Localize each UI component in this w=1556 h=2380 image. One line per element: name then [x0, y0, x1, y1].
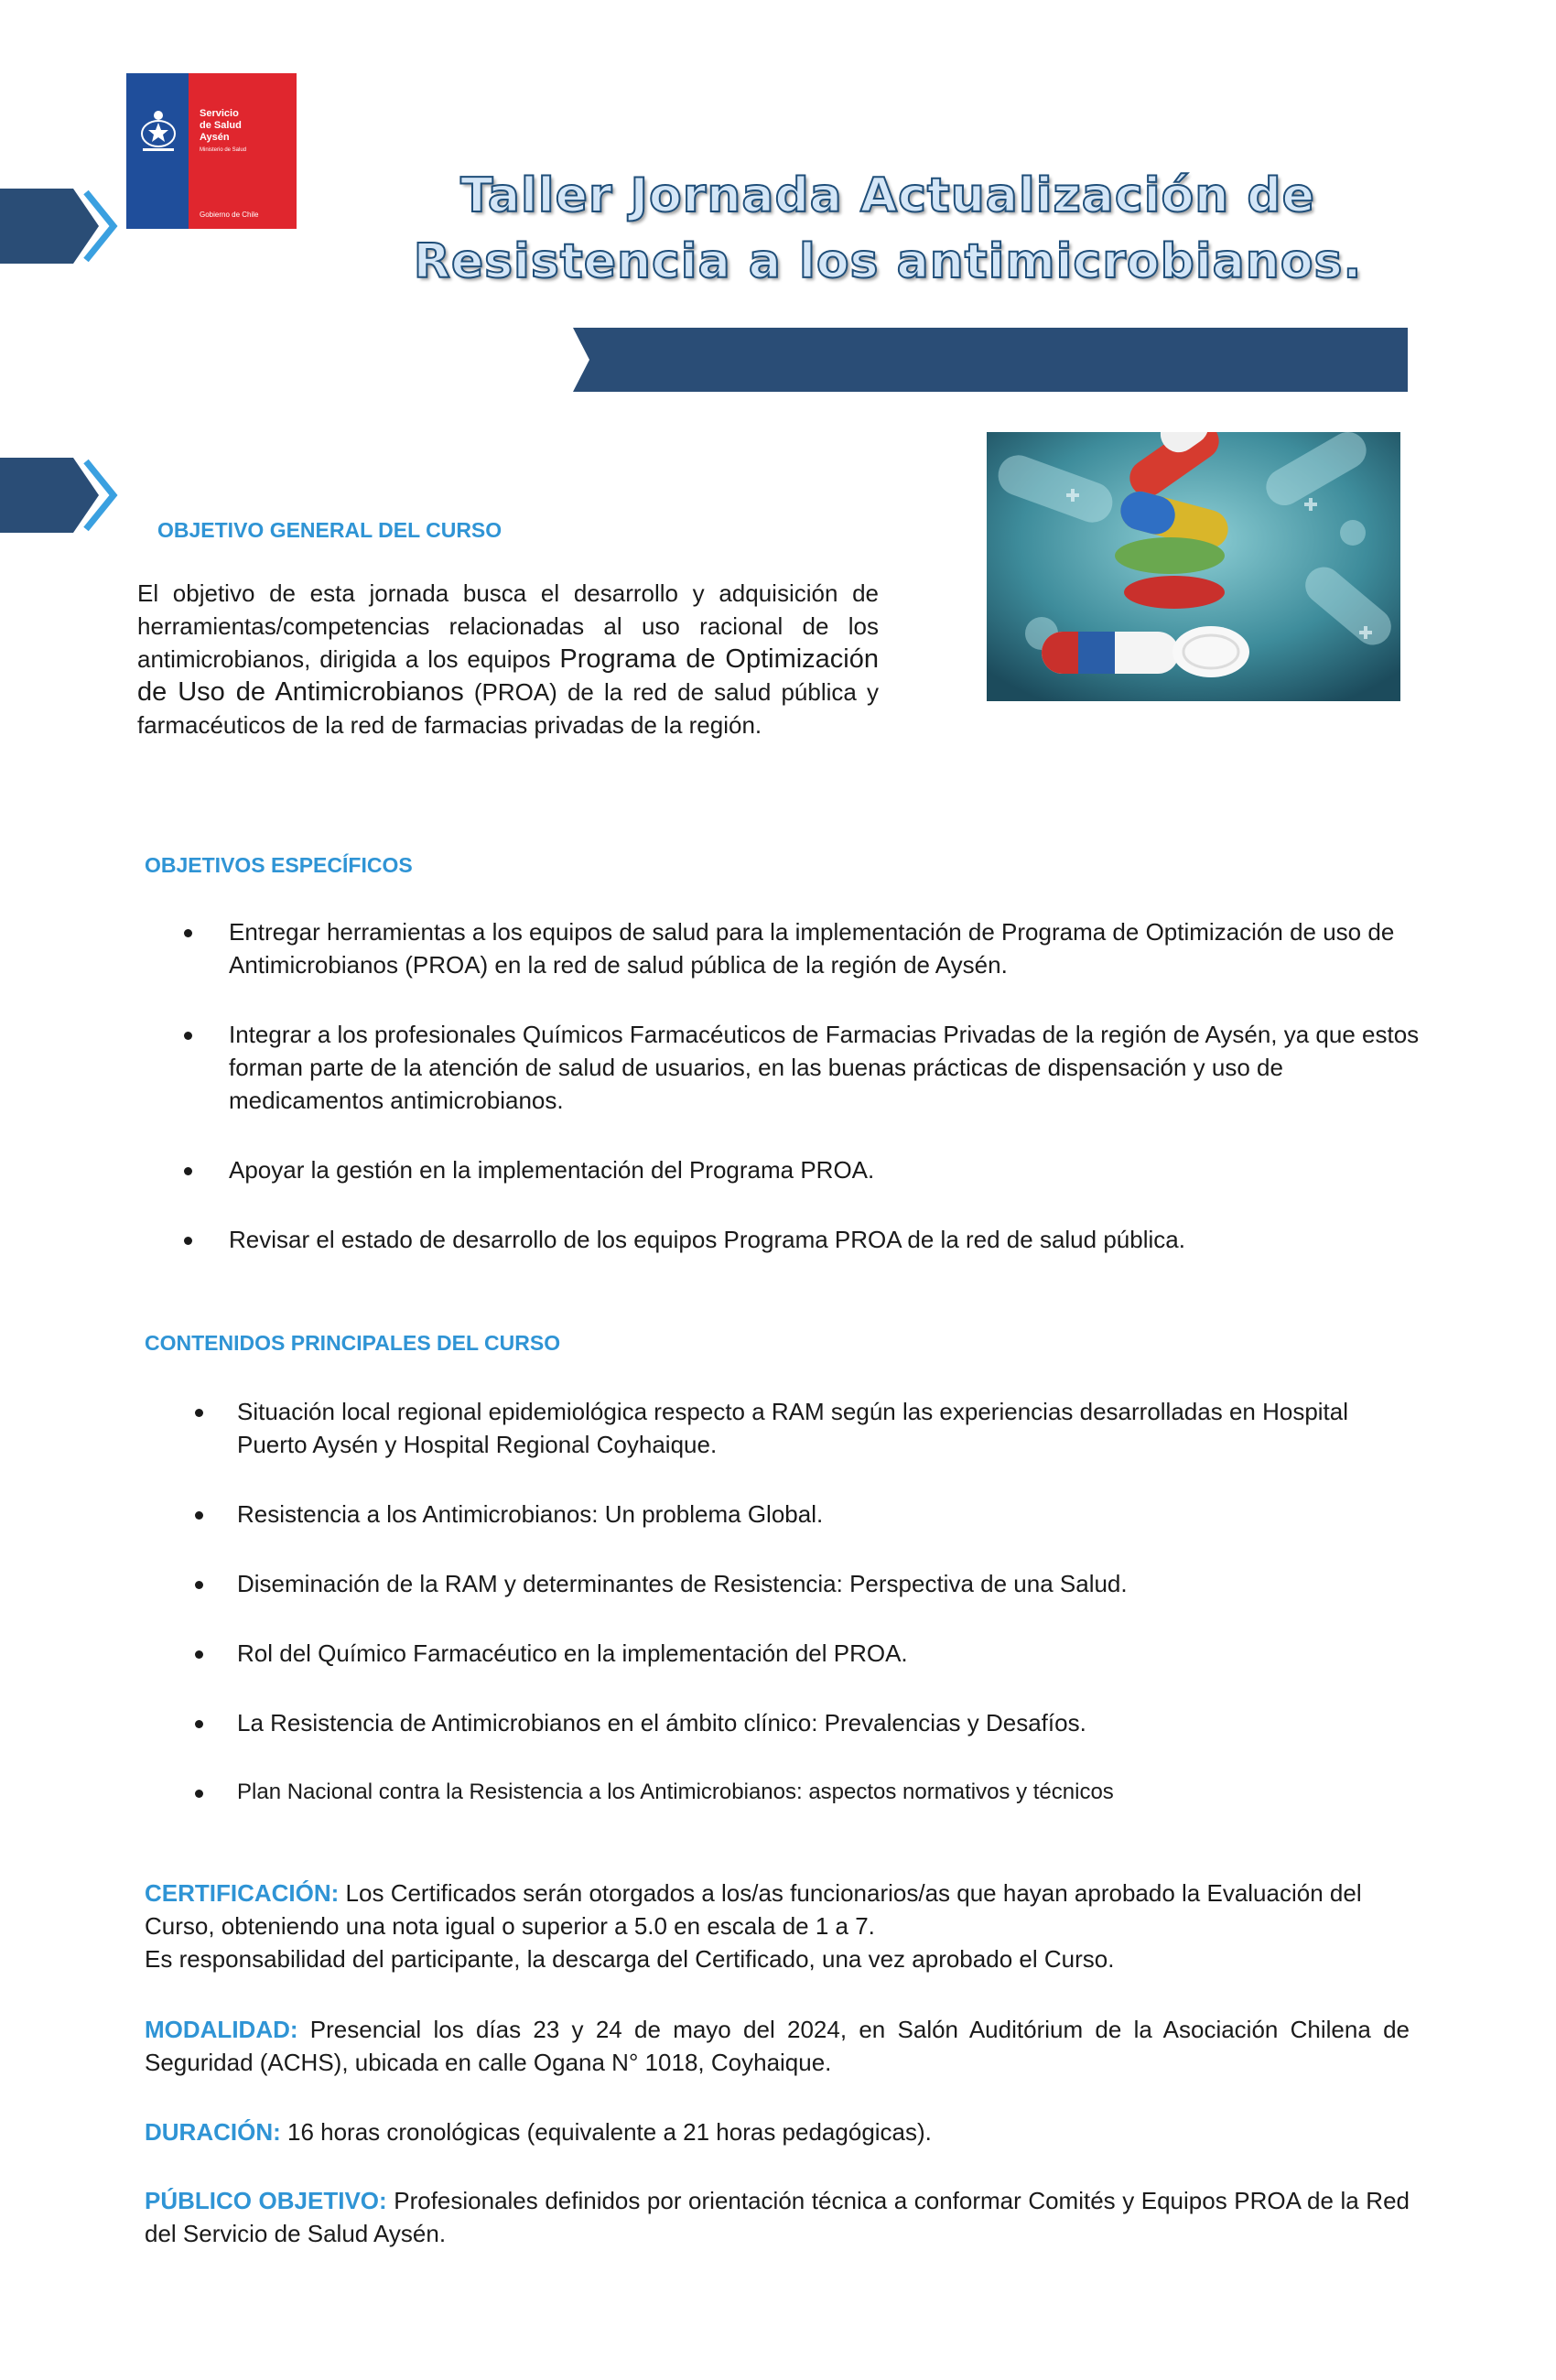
list-item: Entregar herramientas a los equipos de salud para la implementación de Programa de Optimización de uso de Antimicrobianos (PROA) en la red de salud pública de la región de Aysén.	[229, 915, 1424, 981]
certificacion-label: CERTIFICACIÓN:	[145, 1879, 340, 1907]
section-heading-objetivo-general: OBJETIVO GENERAL DEL CURSO	[157, 518, 502, 542]
bullet-icon	[184, 1237, 192, 1245]
list-item: La Resistencia de Antimicrobianos en el ámbito clínico: Prevalencias y Desafíos.	[237, 1706, 1424, 1739]
bullet-icon	[195, 1720, 203, 1728]
list-item: Plan Nacional contra la Resistencia a los Antimicrobianos: aspectos normativos y técnicos	[237, 1776, 1424, 1809]
duracion-label: DURACIÓN:	[145, 2118, 281, 2146]
list-item: Diseminación de la RAM y determinantes de Resistencia: Perspectiva de una Salud.	[237, 1567, 1424, 1600]
objetivos-especificos-list	[229, 915, 1424, 1256]
bullet-icon	[184, 1032, 192, 1040]
list-item: Resistencia a los Antimicrobianos: Un problema Global.	[237, 1498, 1424, 1531]
list-item: Rol del Químico Farmacéutico en la implementación del PROA.	[237, 1637, 1424, 1670]
chevron-arrow-icon	[0, 189, 128, 264]
objetivo-general-text: El objetivo de esta jornada busca el desarrollo y adquisición de herramientas/competencias relacionadas al uso racional de los antimicrobianos, dirigida a los equipos Programa de Optimización de Uso de Antimicrobianos (PROA) de la red de salud pública y farmacéuticos de la red de farmacias privadas de la región.	[137, 579, 879, 739]
bullet-icon	[195, 1650, 203, 1659]
bullet-icon	[184, 1167, 192, 1175]
logo-blue-panel	[126, 73, 189, 229]
section-heading-contenidos: CONTENIDOS PRINCIPALES DEL CURSO	[145, 1331, 561, 1355]
duracion-text: DURACIÓN: 16 horas cronológicas (equivalente a 21 horas pedagógicas).	[145, 2118, 932, 2146]
list-item: Revisar el estado de desarrollo de los equipos Programa PROA de la red de salud pública.	[229, 1223, 1424, 1256]
page-title: Taller Jornada Actualización de Resistencia a los antimicrobianos.	[413, 168, 1363, 289]
logo-servicio-salud-aysen	[126, 73, 297, 229]
bullet-icon	[195, 1790, 203, 1798]
bullet-icon	[195, 1581, 203, 1589]
crest-icon	[135, 106, 181, 157]
logo-government: Gobierno de Chile	[200, 211, 259, 219]
publico-objetivo-label: PÚBLICO OBJETIVO:	[145, 2187, 387, 2214]
logo-ministry: Ministerio de Salud	[200, 147, 247, 153]
modalidad-label: MODALIDAD:	[145, 2016, 298, 2043]
list-item: Integrar a los profesionales Químicos Farmacéuticos de Farmacias Privadas de la región de Aysén, ya que estos forman parte de la atención de salud de usuarios, en las buenas prácticas de dispensación y uso de medicamentos antimicrobianos.	[229, 1018, 1424, 1117]
list-item: Apoyar la gestión en la implementación del Programa PROA.	[229, 1153, 1424, 1186]
bullet-icon	[195, 1409, 203, 1417]
certificacion-text: CERTIFICACIÓN: Los Certificados serán otorgados a los/as funcionarios/as que hayan aprobado la Evaluación del Curso, obteniendo una nota igual o superior a 5.0 en escala de 1 a 7. Es responsabilidad del participante, la descarga del Certificado, una vez aprobado el Curso.	[145, 1879, 1362, 1973]
publico-objetivo-text: PÚBLICO OBJETIVO: Profesionales definidos por orientación técnica a conformar Comités y Equipos PROA de la Red del Servicio de Salud Aysén.	[145, 2187, 1410, 2247]
bullet-icon	[195, 1511, 203, 1520]
logo-text: Servicio de Salud Aysén	[200, 108, 242, 143]
modalidad-text: MODALIDAD: Presencial los días 23 y 24 de mayo del 2024, en Salón Auditórium de la Asociación Chilena de Seguridad (ACHS), ubicada en calle Ogana N° 1018, Coyhaique.	[145, 2016, 1410, 2076]
section-heading-objetivos-especificos: OBJETIVOS ESPECÍFICOS	[145, 853, 413, 877]
chevron-arrow-icon	[0, 458, 128, 533]
contenidos-list	[237, 1395, 1424, 1809]
bullet-icon	[184, 929, 192, 937]
title-decorative-bar	[573, 328, 1408, 392]
list-item: Situación local regional epidemiológica respecto a RAM según las experiencias desarrolladas en Hospital Puerto Aysén y Hospital Regional Coyhaique.	[237, 1395, 1424, 1461]
pills-image	[987, 432, 1400, 701]
